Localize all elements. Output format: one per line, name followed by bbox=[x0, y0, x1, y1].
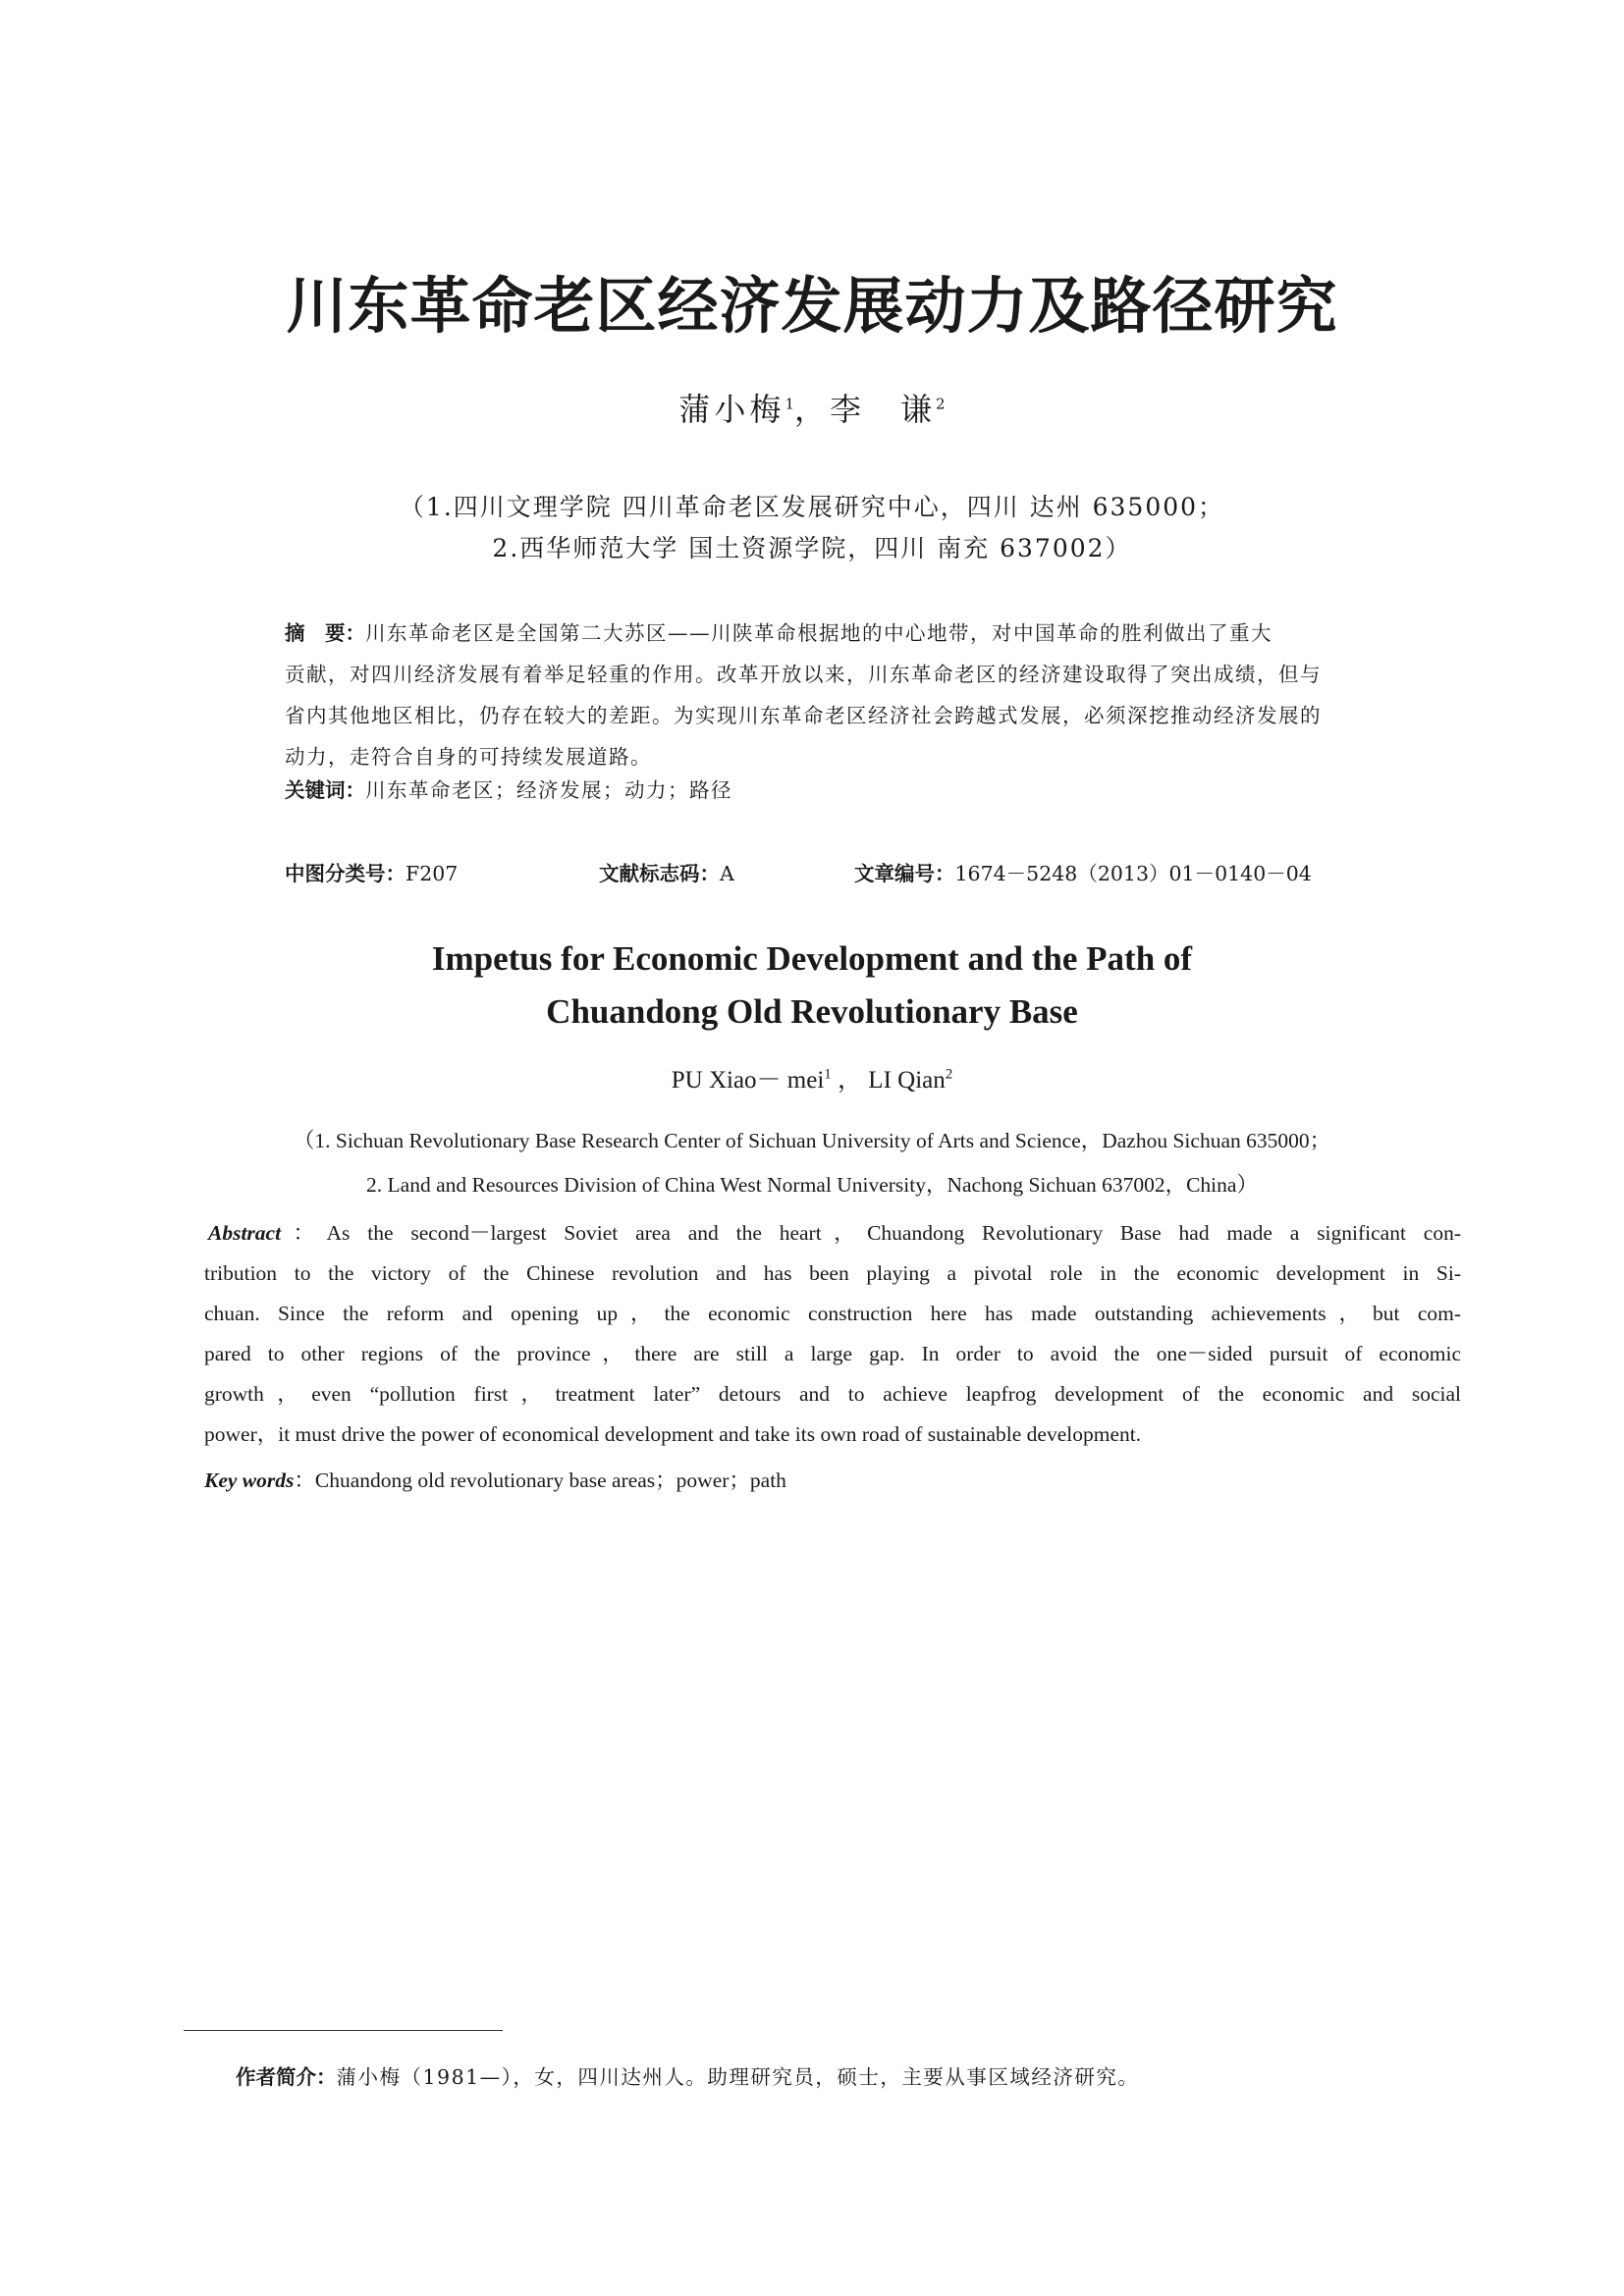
author-affiliation-marker: 2 bbox=[936, 395, 946, 413]
abstract-line: growth，even “pollution first，treatment later” detours and to achieve leapfrog development of the economic and social bbox=[204, 1382, 1461, 1406]
author-name: 蒲小梅 bbox=[678, 391, 785, 428]
affiliation-line: 2.西华师范大学 国土资源学院，四川 南充 637002） bbox=[492, 534, 1132, 562]
author-affiliation-marker: 1 bbox=[824, 1066, 832, 1083]
author-affiliation-marker: 2 bbox=[945, 1066, 953, 1083]
article-number bbox=[854, 856, 1312, 891]
abstract-line: power，it must drive the power of economical development and take its own road of sustainable development. bbox=[204, 1422, 1142, 1446]
chinese-keywords bbox=[285, 773, 1404, 808]
abstract-colon: ： bbox=[281, 1221, 327, 1245]
abstract-line: 省内其他地区相比，仍存在较大的差距。为实现川东革命老区经济社会跨越式发展，必须深挖推动经济发展的 bbox=[285, 704, 1322, 727]
english-title bbox=[0, 933, 1624, 1039]
author-name: PU Xiao－ mei bbox=[671, 1067, 825, 1094]
author-separator: ， bbox=[831, 1067, 869, 1094]
keywords-text: 川东革命老区；经济发展；动力；路径 bbox=[365, 778, 732, 802]
chinese-affiliations bbox=[0, 487, 1624, 569]
keywords-colon: ： bbox=[294, 1468, 315, 1492]
english-authors bbox=[0, 1060, 1624, 1095]
chinese-abstract bbox=[285, 613, 1404, 777]
author-bio-footnote bbox=[236, 2059, 1414, 2095]
footnote-divider bbox=[184, 2030, 503, 2031]
abstract-line bbox=[285, 613, 1404, 654]
english-title-line: Chuandong Old Revolutionary Base bbox=[546, 992, 1078, 1031]
document-code-label: 文献标志码： bbox=[599, 862, 720, 885]
english-abstract bbox=[204, 1213, 1461, 1455]
abstract-label: Abstract bbox=[208, 1221, 282, 1245]
abstract-line: 动力，走符合自身的可持续发展道路。 bbox=[285, 745, 652, 769]
english-title-line: Impetus for Economic Development and the Path of bbox=[431, 939, 1193, 978]
document-code-value: A bbox=[720, 862, 734, 885]
abstract-line: pared to other regions of the province，there are still a large gap. In order to avoid the one－sided pursuit of economic bbox=[204, 1342, 1461, 1365]
abstract-line: tribution to the victory of the Chinese revolution and has been playing a pivotal role in the economic development in Si- bbox=[204, 1261, 1461, 1285]
abstract-label: 摘 要： bbox=[285, 621, 365, 645]
article-number-label: 文章编号： bbox=[854, 862, 955, 885]
document-code bbox=[599, 856, 734, 891]
clc-value: F207 bbox=[406, 862, 459, 885]
author-separator: ， bbox=[793, 391, 830, 428]
abstract-line: 贡献，对四川经济发展有着举足轻重的作用。改革开放以来，川东革命老区的经济建设取得了突出成绩，但与 bbox=[285, 663, 1322, 686]
footnote-label: 作者简介： bbox=[236, 2065, 337, 2089]
author-affiliation-marker: 1 bbox=[785, 395, 794, 413]
clc-number bbox=[285, 856, 458, 891]
keywords-text: Chuandong old revolutionary base areas；power；path bbox=[314, 1468, 786, 1492]
affiliation-line: （1.四川文理学院 四川革命老区发展研究中心，四川 达州 635000； bbox=[399, 493, 1225, 521]
abstract-line: chuan. Since the reform and opening up，the economic construction here has made outstanding achievements，but com- bbox=[204, 1302, 1461, 1325]
abstract-line bbox=[204, 1213, 1461, 1254]
keywords-label: Key words bbox=[204, 1468, 295, 1492]
author-name: LI Qian bbox=[868, 1067, 946, 1094]
affiliation-line: （1. Sichuan Revolutionary Base Research Center of Sichuan University of Arts and Science，Dazhou Sichuan 635000； bbox=[293, 1129, 1331, 1152]
abstract-text: As the second－largest Soviet area and the heart，Chuandong Revolutionary Base had made a significant con- bbox=[326, 1221, 1461, 1245]
english-affiliations bbox=[0, 1119, 1624, 1207]
keywords-label: 关键词： bbox=[285, 778, 365, 802]
clc-label: 中图分类号： bbox=[285, 862, 406, 885]
article-number-value: 1674－5248（2013）01－0140－04 bbox=[954, 862, 1312, 885]
classification-row bbox=[0, 856, 1624, 891]
footnote-text: 蒲小梅（1981—），女，四川达州人。助理研究员，硕士，主要从事区域经济研究。 bbox=[336, 2065, 1140, 2089]
english-keywords bbox=[204, 1463, 1461, 1498]
abstract-text: 川东革命老区是全国第二大苏区——川陕革命根据地的中心地带，对中国革命的胜利做出了重大 bbox=[365, 621, 1272, 645]
author-name: 李 谦 bbox=[830, 391, 937, 428]
chinese-authors bbox=[0, 385, 1624, 430]
affiliation-line: 2. Land and Resources Division of China West Normal University，Nachong Sichuan 637002，China） bbox=[366, 1173, 1258, 1197]
chinese-title: 川东革命老区经济发展动力及路径研究 bbox=[286, 270, 1338, 342]
